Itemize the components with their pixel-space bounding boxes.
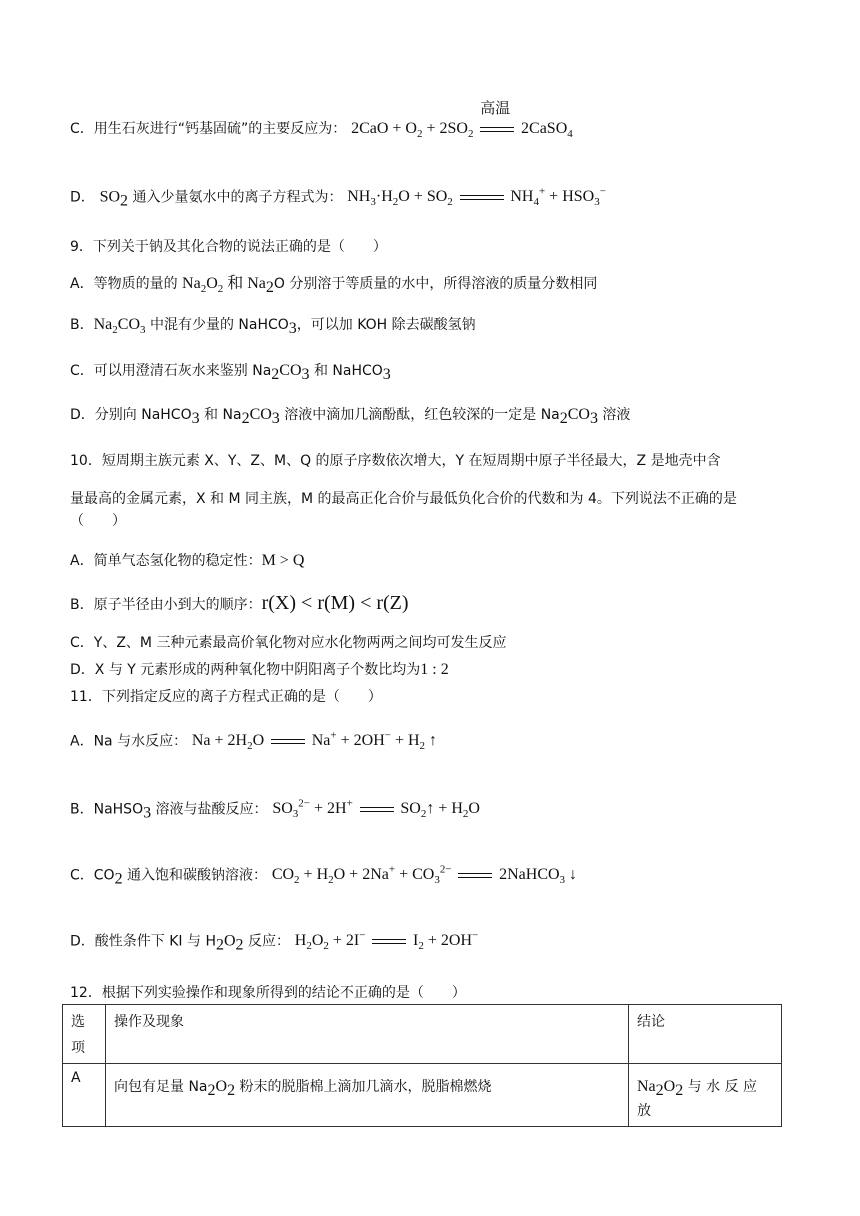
q10-option-b: B．原子半径由小到大的顺序：r(X) < r(M) < r(Z) xyxy=(70,592,409,614)
q11-option-a: A．Na 与水反应： $Na + 2H_2O$ $Na^+ + 2OH^- + H_2$ ↑ xyxy=(70,730,438,753)
q9-option-b: B．$Na_2CO_3$ 中混有少量的 NaHCO$_3$，可以加 KOH 除去碳酸氢钠 xyxy=(70,316,476,337)
q10-option-d: D．X 与 Y 元素形成的两种氧化物中阴阳离子个数比均为1 : 2 xyxy=(70,661,449,678)
header-conclusion: 结论 xyxy=(629,1005,782,1064)
condition-arrow: 高温 xyxy=(478,119,516,137)
q8-option-d: D． $SO_2$ 通入少量氨水中的离子方程式为： $NH_3\cdot H_2O + SO_2$ $NH_4^+ + HSO_3^-$ xyxy=(70,186,606,210)
q9-option-d: D．分别向 NaHCO$_3$ 和 $Na_2CO_3$ 溶液中滴加几滴酚酞，红色较深的一定是 $Na_2CO_3$ 溶液 xyxy=(70,406,631,427)
question-10-line-2: 量最高的金属元素，X 和 M 同主族，M 的最高正化合价与最低负化合价的代数和为 4。下列说法不正确的是 xyxy=(70,491,737,507)
row-option: A xyxy=(63,1064,106,1127)
q10-option-c: C．Y、Z、M 三种元素最高价氧化物对应水化物两两之间均可发生反应 xyxy=(70,635,507,651)
header-operation: 操作及现象 xyxy=(106,1005,629,1064)
header-option: 选 项 xyxy=(63,1005,106,1064)
question-12: 12．根据下列实验操作和现象所得到的结论不正确的是（ ） xyxy=(70,985,466,1001)
table-header-row xyxy=(63,1005,782,1064)
question-10-line-3: （ ） xyxy=(70,513,126,529)
row-operation: 向包有足量 $Na_2O_2$ 粉末的脱脂棉上滴加几滴水，脱脂棉燃烧 xyxy=(106,1064,629,1127)
q8-option-c: C．用生石灰进行“钙基固硫”的主要反应为： $2CaO + O_2 + 2SO_2$ 高温 2CaSO$_4$ xyxy=(70,99,573,141)
question-9: 9．下列关于钠及其化合物的说法正确的是（ ） xyxy=(70,239,387,255)
q9-option-c: C．可以用澄清石灰水来鉴别 $Na_2CO_3$ 和 NaHCO$_3$ xyxy=(70,362,391,383)
question-10-line-1: 10．短周期主族元素 X、Y、Z、M、Q 的原子序数依次增大，Y 在短周期中原子半径最大，Z 是地壳中含 xyxy=(70,453,721,469)
precipitate-arrow-icon: ↓ xyxy=(569,866,578,884)
q11-option-b: B．NaHSO$_3$ 溶液与盐酸反应： $SO_3^{2-} + 2H^+$ $SO_2↑ + H_2O$ xyxy=(70,798,480,822)
gas-arrow-icon: ↑ xyxy=(429,732,438,750)
q9-option-a: A．等物质的量的 $Na_2O_2$ 和 $Na_2O$ 分别溶于等质量的水中，所得溶液的质量分数相同 xyxy=(70,275,598,296)
row-conclusion: $Na_2O_2$ 与 水 反 应 放 xyxy=(629,1064,782,1127)
q11-option-c: C．$CO_2$ 通入饱和碳酸钠溶液： $CO_2 + H_2O + 2Na^+ + CO_3^{2-}$ 2NaHCO$_3$ ↓ xyxy=(70,864,578,888)
experiment-table xyxy=(62,1004,782,1127)
q10-option-a: A．简单气态氢化物的稳定性：M > Q xyxy=(70,552,305,569)
table-row xyxy=(63,1064,782,1127)
q11-option-d: D．酸性条件下 KI 与 $H_2O_2$ 反应： $H_2O_2 + 2I^-$ $I_2 + 2OH^-$ xyxy=(70,930,479,954)
question-11: 11．下列指定反应的离子方程式正确的是（ ） xyxy=(70,689,382,705)
